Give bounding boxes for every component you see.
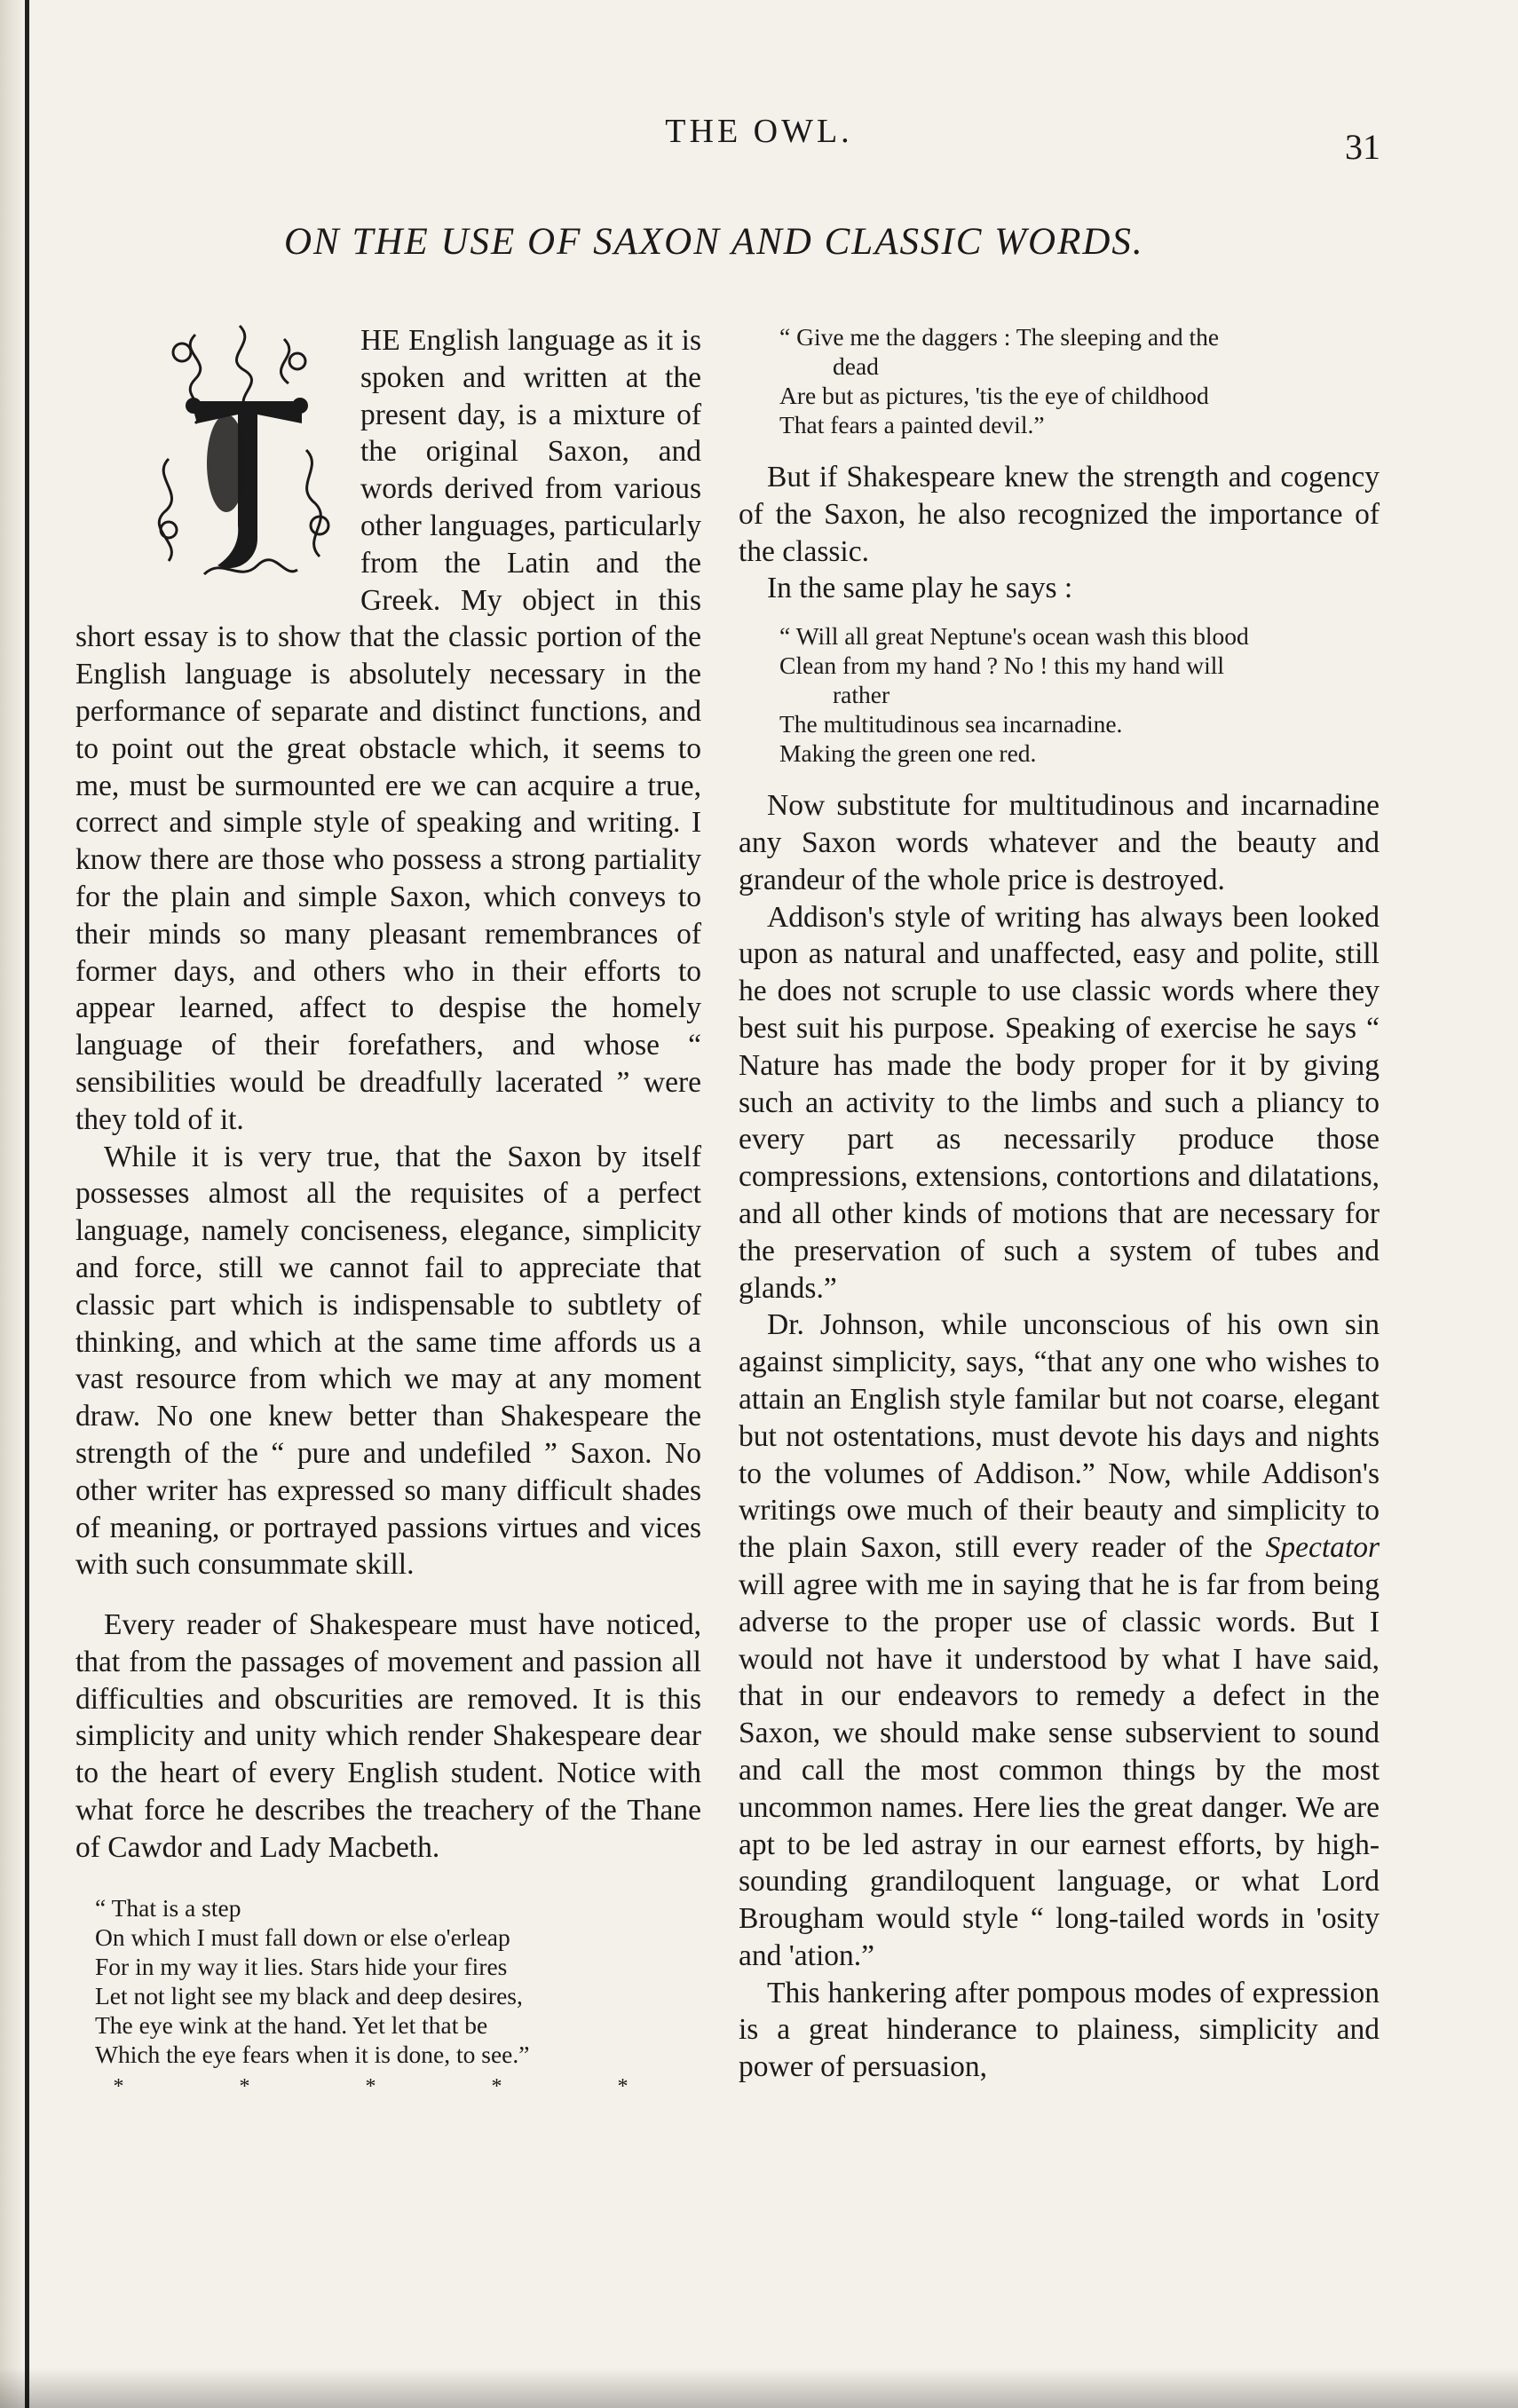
paragraph-substitute: Now substitute for multitudinous and incarnadine any Saxon words whatever and the beauty and grandeur of the whole price is destroyed. bbox=[739, 789, 1380, 896]
macbeth-quote bbox=[75, 1893, 701, 2102]
johnson-text-a: Dr. Johnson, while unconscious of his own sin against simplicity, says, “that any one who wishes to attain an English style familar but not coarse, elegant but not ostentations, must devote his days and nights to the volumes of Addison.” Now, while Addison's writings owe much of their beauty and simplicity to the plain Saxon, still every reader of the bbox=[739, 1308, 1380, 1565]
article-title: ON THE USE OF SAXON AND CLASSIC WORDS. bbox=[284, 221, 1144, 263]
drop-cap-ornament-icon bbox=[142, 317, 348, 590]
spectator-title: Spectator bbox=[1265, 1531, 1380, 1565]
neptune-quote bbox=[739, 621, 1380, 768]
paragraph-same-play: In the same play he says : bbox=[767, 572, 1073, 605]
page-number: 31 bbox=[1345, 127, 1380, 167]
quote-line: The multitudinous sea incarnadine. bbox=[779, 710, 1123, 738]
quote-line: Are but as pictures, 'tis the eye of childhood bbox=[779, 382, 1209, 409]
quote-line: Let not light see my black and deep desires, bbox=[95, 1981, 523, 2009]
right-column bbox=[739, 322, 1380, 2086]
section-break-stars: * * * * * bbox=[113, 2074, 684, 2098]
page-binding-edge bbox=[25, 0, 29, 2408]
paragraph-cogency: But if Shakespeare knew the strength and cogency of the Saxon, he also recognized the importance of the classic. bbox=[739, 461, 1380, 568]
paragraph-addison: Addison's style of writing has always been looked upon as natural and unaffected, easy and polite, still he does not scruple to use classic words where they best suit his purpose. Speaking of exercise he says “ Nature has made the body proper for it by giving such an activity to the limbs and such a pliancy to every part as necessarily produce those compressions, extensions, contortions and dilatations, and all other kinds of motions that are necessary for the preservation of such a system of tubes and glands.” bbox=[739, 900, 1380, 1305]
page-shadow bbox=[0, 0, 25, 2408]
quote-line: On which I must fall down or else o'erleap bbox=[95, 1922, 510, 1951]
quote-line: The eye wink at the hand. Yet let that be bbox=[95, 2010, 488, 2039]
paragraph-intro: HE English language as it is spoken and written at the present day, is a mixture of the original Saxon, and words derived from various other languages, particularly from the Latin and the Greek. My object in this short essay is to show that the classic portion of the English language is absolutely necessary in the performance of separate and distinct functions, and to point out the great obstacle which, it seems to me, must be surmounted ere we can acquire a true, correct and simple style of speaking and writing. I know there are those who possess a strong partiality for the plain and simple Saxon, which conveys to their minds so many pleasant remembrances of former days, and others who in their efforts to appear learned, affect to despise the homely language of their forefathers, and whose “ sensibilities would be dreadfully lacerated ” were they told of it. bbox=[75, 324, 701, 1136]
paragraph-johnson bbox=[739, 1307, 1380, 1974]
quote-line: Making the green one red. bbox=[779, 739, 1037, 768]
paragraph-hankering: This hankering after pompous modes of expression is a great hinderance to plainess, simplicity and power of persuasion, bbox=[739, 1976, 1380, 2084]
paragraph-shakespeare: Every reader of Shakespeare must have noticed, that from the passages of movement and passion all difficulties and obscurities are removed. It is this simplicity and unity which render Shakespeare dear to the heart of every English student. Notice with what force he describes the treachery of the Thane of Cawdor and Lady Macbeth. bbox=[75, 1608, 701, 1864]
quote-line: For in my way it lies. Stars hide your fires bbox=[95, 1952, 508, 1980]
quote-line: dead bbox=[833, 352, 879, 380]
quote-line: rather bbox=[833, 681, 890, 709]
quote-line: “ Give me the daggers : The sleeping and the bbox=[779, 323, 1220, 351]
paragraph-saxon: While it is very true, that the Saxon by itself possesses almost all the requisites of a perfect language, namely conciseness, elegance, simplicity and force, still we cannot fail to appreciate that classic part which is indispensable to subtlety of thinking, and which at the same time affords us a vast resource from which we may at any moment draw. No one knew better than Shakespeare the strength of the “ pure and undefiled ” Saxon. No other writer has expressed so many difficult shades of meaning, or portrayed passions virtues and vices with such consummate skill. bbox=[75, 1140, 701, 1582]
quote-line: Which the eye fears when it is done, to see.” bbox=[95, 2040, 530, 2068]
daggers-quote bbox=[739, 322, 1380, 439]
quote-line: “ That is a step bbox=[95, 1893, 241, 1922]
ornamental-drop-cap bbox=[142, 317, 348, 590]
running-head: THE OWL. bbox=[665, 113, 853, 150]
johnson-text-b: will agree with me in saying that he is far from being adverse to the proper use of classic words. But I would not have it understood by what I have said, that in our endeavors to remedy a defect in the Saxon, we should make sense subservient to sound and call the most common things by the most uncommon names. Here lies the great danger. We are apt to be led astray in our earnest efforts, by high-sounding grandiloquent language, or what Lord Brougham would style “ long-tailed words in 'osity and 'ation.” bbox=[739, 1567, 1380, 1972]
quote-line: That fears a painted devil.” bbox=[779, 411, 1045, 438]
quote-line: Clean from my hand ? No ! this my hand will bbox=[779, 651, 1225, 680]
left-column bbox=[75, 322, 701, 2121]
quote-line: “ Will all great Neptune's ocean wash this blood bbox=[779, 622, 1249, 651]
page-bottom-shadow bbox=[0, 2367, 1518, 2408]
